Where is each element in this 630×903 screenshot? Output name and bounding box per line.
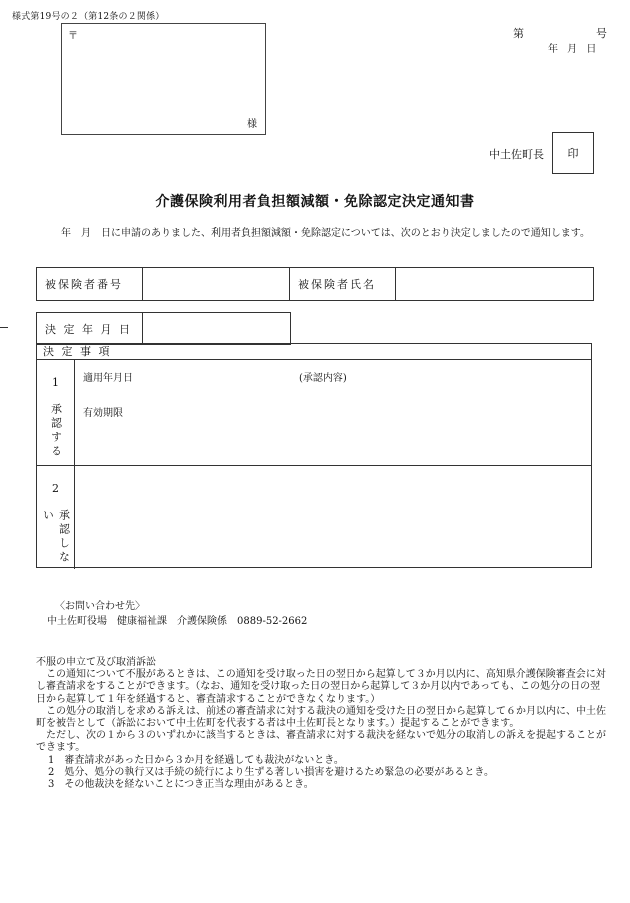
- intro-text: 年 月 日に申請のありました、利用者負担額減額・免除認定については、次のとおり決定しましたので通知します。: [61, 228, 590, 239]
- page-title: 介護保険利用者負担額減額・免除認定決定通知書: [155, 194, 475, 210]
- insured-row: [36, 267, 594, 301]
- appeal-item-1: 1 審査請求があった日から３か月を経過しても裁決がないとき。: [48, 754, 344, 766]
- applied-date-label: 適用年月日: [83, 373, 133, 384]
- appeal-section: [36, 657, 606, 791]
- appeal-item-3: 3 その他裁決を経ないことにつき正当な理由があるとき。: [48, 779, 314, 791]
- approval-content-label: (承認内容): [299, 373, 347, 384]
- insured-name-field[interactable]: [396, 268, 593, 300]
- decision-date-field[interactable]: [143, 313, 290, 344]
- seal-label: 印: [567, 147, 579, 160]
- doc-number-suffix: 号: [596, 27, 607, 40]
- seal-box: [552, 132, 594, 174]
- decision-header: 決 定 事 項: [37, 344, 591, 360]
- decision-date-row: [36, 312, 291, 345]
- approve-label: 承認する: [49, 403, 63, 459]
- appeal-heading: 不服の申立て及び取消訴訟: [36, 657, 156, 668]
- insured-number-label: 被保険者番号: [37, 268, 143, 300]
- appeal-para-2: この処分の取消しを求める訴えは、前述の審査請求に対する裁決の通知を受けた日の翌日から起算して６か月以内に、中土佐町を被告として（訴訟において中土佐町を代表する者は中土佐町長となります。）提起することができます。: [36, 705, 606, 730]
- contact-heading: 〈お問い合わせ先〉: [55, 601, 145, 612]
- honorific: 様: [247, 119, 257, 130]
- decision-section: [36, 343, 592, 568]
- approve-label-col: [37, 360, 75, 465]
- postal-mark: 〒: [68, 31, 78, 42]
- margin-mark: [0, 327, 8, 328]
- decision-date-label: 決 定 年 月 日: [37, 313, 143, 344]
- reject-number: 2: [52, 482, 59, 495]
- approve-number: 1: [52, 376, 59, 389]
- approve-block: [37, 360, 591, 466]
- appeal-para-1: この通知について不服があるときは、この通知を受け取った日の翌日から起算して３か月以内に、高知県介護保険審査会に対し審査請求をすることができます。（なお、通知を受け取った日の翌日から起算して３か月以内であっても、この処分の日の翌日から起算して１年を経過すると、審査請求することができなくなります。）: [36, 669, 606, 705]
- reject-block: [37, 466, 591, 569]
- insured-name-label: 被保険者氏名: [290, 268, 396, 300]
- doc-number-prefix: 第: [513, 27, 524, 40]
- insured-number-field[interactable]: [143, 268, 290, 300]
- reject-label: 承認しない: [41, 509, 71, 565]
- contact-info: 中土佐町役場 健康福祉課 介護保険係 0889-52-2662: [47, 616, 308, 627]
- form-number: 様式第19号の２（第12条の２関係）: [12, 12, 165, 22]
- issuer-name: 中土佐町長: [489, 148, 544, 161]
- address-box: [61, 23, 266, 135]
- appeal-para-3: ただし、次の１から３のいずれかに該当するときは、審査請求に対する裁決を経ないで処分の取消しの訴えを提起することができます。: [36, 730, 606, 754]
- issue-date: 年 月 日: [548, 44, 597, 55]
- appeal-item-2: 2 処分、処分の執行又は手続の続行により生ずる著しい損害を避けるため緊急の必要があるとき。: [48, 766, 494, 778]
- validity-label: 有効期限: [83, 408, 123, 419]
- reject-label-col: [37, 466, 75, 569]
